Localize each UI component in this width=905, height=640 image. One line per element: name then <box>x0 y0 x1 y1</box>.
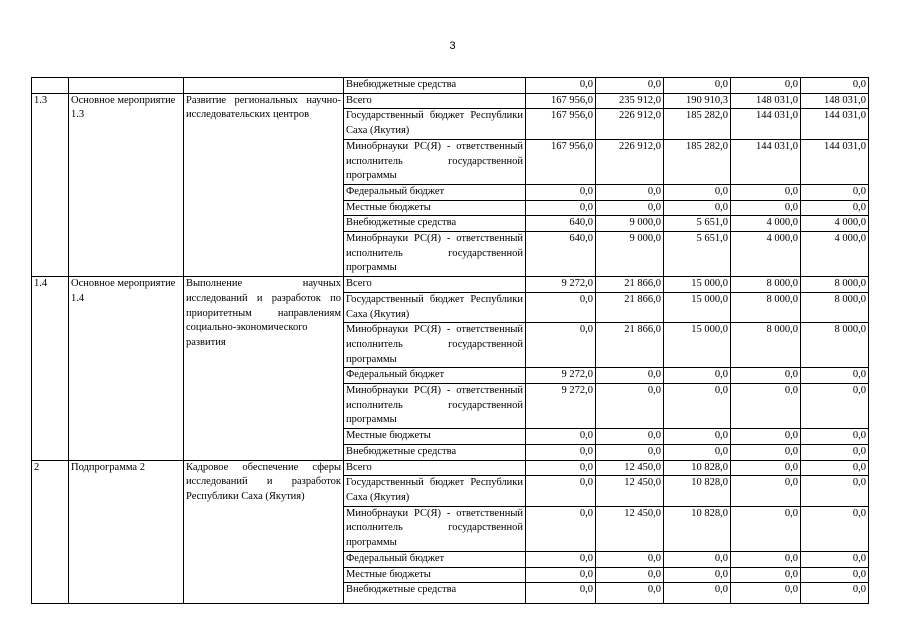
value-cell: 0,0 <box>526 78 596 94</box>
value-cell: 226 912,0 <box>596 139 664 184</box>
value-cell: 0,0 <box>664 200 731 216</box>
value-cell: 0,0 <box>526 476 596 506</box>
value-cell: 235 912,0 <box>596 93 664 109</box>
item-number-cell: 1.4 <box>32 277 69 460</box>
value-cell: 0,0 <box>801 184 869 200</box>
item-name-cell: Основное мероприятие 1.3 <box>69 93 184 276</box>
value-cell: 144 031,0 <box>801 109 869 139</box>
value-cell: 0,0 <box>596 429 664 445</box>
value-cell: 0,0 <box>596 567 664 583</box>
value-cell: 0,0 <box>801 444 869 460</box>
value-cell: 8 000,0 <box>731 292 801 322</box>
value-cell: 190 910,3 <box>664 93 731 109</box>
value-cell: 8 000,0 <box>801 292 869 322</box>
value-cell: 144 031,0 <box>731 139 801 184</box>
value-cell: 0,0 <box>596 78 664 94</box>
funding-source-cell: Местные бюджеты <box>344 567 526 583</box>
value-cell: 9 000,0 <box>596 216 664 232</box>
funding-source-cell: Федеральный бюджет <box>344 184 526 200</box>
funding-source-cell: Федеральный бюджет <box>344 368 526 384</box>
value-cell: 0,0 <box>664 384 731 429</box>
value-cell: 0,0 <box>801 476 869 506</box>
value-cell: 148 031,0 <box>801 93 869 109</box>
value-cell: 8 000,0 <box>731 277 801 293</box>
table-body <box>32 78 869 604</box>
value-cell: 10 828,0 <box>664 506 731 551</box>
value-cell: 0,0 <box>526 429 596 445</box>
value-cell: 0,0 <box>801 429 869 445</box>
value-cell: 15 000,0 <box>664 292 731 322</box>
value-cell: 0,0 <box>801 567 869 583</box>
value-cell: 0,0 <box>731 444 801 460</box>
value-cell: 9 000,0 <box>596 232 664 277</box>
value-cell: 0,0 <box>731 429 801 445</box>
value-cell: 0,0 <box>526 583 596 604</box>
value-cell: 0,0 <box>664 78 731 94</box>
funding-source-cell: Местные бюджеты <box>344 429 526 445</box>
value-cell: 0,0 <box>596 184 664 200</box>
item-number-cell: 1.3 <box>32 93 69 276</box>
value-cell: 21 866,0 <box>596 323 664 368</box>
item-number-cell: 2 <box>32 460 69 604</box>
value-cell: 0,0 <box>731 583 801 604</box>
budget-table <box>31 77 869 604</box>
description-cell <box>184 78 344 94</box>
value-cell: 0,0 <box>664 567 731 583</box>
value-cell: 12 450,0 <box>596 460 664 476</box>
item-name-cell: Основное мероприятие 1.4 <box>69 277 184 460</box>
value-cell: 0,0 <box>731 200 801 216</box>
value-cell: 167 956,0 <box>526 109 596 139</box>
funding-source-cell: Всего <box>344 460 526 476</box>
value-cell: 0,0 <box>731 506 801 551</box>
value-cell: 8 000,0 <box>801 323 869 368</box>
value-cell: 0,0 <box>526 200 596 216</box>
value-cell: 0,0 <box>731 551 801 567</box>
value-cell: 0,0 <box>526 567 596 583</box>
item-description-cell: Кадровое обеспечение сферы исследований и разработок Республики Саха (Якутия) <box>184 460 344 604</box>
value-cell: 15 000,0 <box>664 277 731 293</box>
value-cell: 0,0 <box>664 444 731 460</box>
value-cell: 9 272,0 <box>526 384 596 429</box>
value-cell: 0,0 <box>801 506 869 551</box>
value-cell: 0,0 <box>731 78 801 94</box>
name-cell <box>69 78 184 94</box>
value-cell: 0,0 <box>526 184 596 200</box>
value-cell: 8 000,0 <box>801 277 869 293</box>
value-cell: 148 031,0 <box>731 93 801 109</box>
value-cell: 5 651,0 <box>664 232 731 277</box>
value-cell: 144 031,0 <box>801 139 869 184</box>
page-number: 3 <box>449 40 456 52</box>
value-cell: 9 272,0 <box>526 368 596 384</box>
value-cell: 15 000,0 <box>664 323 731 368</box>
table-row <box>32 78 869 94</box>
value-cell: 185 282,0 <box>664 109 731 139</box>
value-cell: 9 272,0 <box>526 277 596 293</box>
value-cell: 0,0 <box>664 429 731 445</box>
value-cell: 0,0 <box>731 567 801 583</box>
value-cell: 4 000,0 <box>801 232 869 277</box>
value-cell: 0,0 <box>731 460 801 476</box>
value-cell: 167 956,0 <box>526 93 596 109</box>
value-cell: 0,0 <box>801 551 869 567</box>
value-cell: 167 956,0 <box>526 139 596 184</box>
value-cell: 0,0 <box>731 384 801 429</box>
value-cell: 185 282,0 <box>664 139 731 184</box>
value-cell: 4 000,0 <box>731 216 801 232</box>
value-cell: 0,0 <box>664 368 731 384</box>
value-cell: 0,0 <box>526 506 596 551</box>
value-cell: 0,0 <box>801 78 869 94</box>
table-row <box>32 93 869 109</box>
value-cell: 0,0 <box>801 460 869 476</box>
value-cell: 0,0 <box>596 551 664 567</box>
value-cell: 0,0 <box>731 368 801 384</box>
funding-source-cell: Минобрнауки РС(Я) - ответственный исполнитель государственной программы <box>344 323 526 368</box>
funding-source-cell: Внебюджетные средства <box>344 444 526 460</box>
funding-source-cell: Внебюджетные средства <box>344 583 526 604</box>
funding-source-cell: Государственный бюджет Республики Саха (Якутия) <box>344 292 526 322</box>
value-cell: 0,0 <box>801 583 869 604</box>
value-cell: 640,0 <box>526 232 596 277</box>
table-row <box>32 460 869 476</box>
value-cell: 21 866,0 <box>596 292 664 322</box>
value-cell: 12 450,0 <box>596 506 664 551</box>
funding-source-cell: Минобрнауки РС(Я) - ответственный исполнитель государственной программы <box>344 139 526 184</box>
funding-source-cell: Местные бюджеты <box>344 200 526 216</box>
value-cell: 0,0 <box>526 460 596 476</box>
funding-source-cell: Минобрнауки РС(Я) - ответственный исполнитель государственной программы <box>344 232 526 277</box>
value-cell: 0,0 <box>526 323 596 368</box>
value-cell: 226 912,0 <box>596 109 664 139</box>
value-cell: 0,0 <box>526 551 596 567</box>
value-cell: 4 000,0 <box>801 216 869 232</box>
funding-source-cell: Внебюджетные средства <box>344 216 526 232</box>
value-cell: 0,0 <box>801 368 869 384</box>
value-cell: 10 828,0 <box>664 476 731 506</box>
value-cell: 0,0 <box>731 184 801 200</box>
value-cell: 21 866,0 <box>596 277 664 293</box>
funding-source-cell: Всего <box>344 277 526 293</box>
table-row <box>32 277 869 293</box>
item-description-cell: Развитие региональных научно-исследовательских центров <box>184 93 344 276</box>
value-cell: 0,0 <box>596 444 664 460</box>
number-cell <box>32 78 69 94</box>
value-cell: 10 828,0 <box>664 460 731 476</box>
value-cell: 0,0 <box>596 200 664 216</box>
value-cell: 0,0 <box>596 384 664 429</box>
item-description-cell: Выполнение научных исследований и разработок по приоритетным направлениям социально-экономического развития <box>184 277 344 460</box>
value-cell: 12 450,0 <box>596 476 664 506</box>
value-cell: 640,0 <box>526 216 596 232</box>
value-cell: 8 000,0 <box>731 323 801 368</box>
value-cell: 5 651,0 <box>664 216 731 232</box>
value-cell: 0,0 <box>664 583 731 604</box>
value-cell: 0,0 <box>526 292 596 322</box>
value-cell: 0,0 <box>664 551 731 567</box>
funding-source-cell: Внебюджетные средства <box>344 78 526 94</box>
funding-source-cell: Минобрнауки РС(Я) - ответственный исполнитель государственной программы <box>344 506 526 551</box>
funding-source-cell: Федеральный бюджет <box>344 551 526 567</box>
funding-source-cell: Государственный бюджет Республики Саха (Якутия) <box>344 109 526 139</box>
value-cell: 0,0 <box>596 368 664 384</box>
value-cell: 4 000,0 <box>731 232 801 277</box>
funding-source-cell: Государственный бюджет Республики Саха (Якутия) <box>344 476 526 506</box>
value-cell: 0,0 <box>801 200 869 216</box>
funding-source-cell: Всего <box>344 93 526 109</box>
value-cell: 0,0 <box>731 476 801 506</box>
value-cell: 0,0 <box>526 444 596 460</box>
value-cell: 0,0 <box>596 583 664 604</box>
value-cell: 144 031,0 <box>731 109 801 139</box>
value-cell: 0,0 <box>801 384 869 429</box>
funding-source-cell: Минобрнауки РС(Я) - ответственный исполнитель государственной программы <box>344 384 526 429</box>
value-cell: 0,0 <box>664 184 731 200</box>
item-name-cell: Подпрограмма 2 <box>69 460 184 604</box>
